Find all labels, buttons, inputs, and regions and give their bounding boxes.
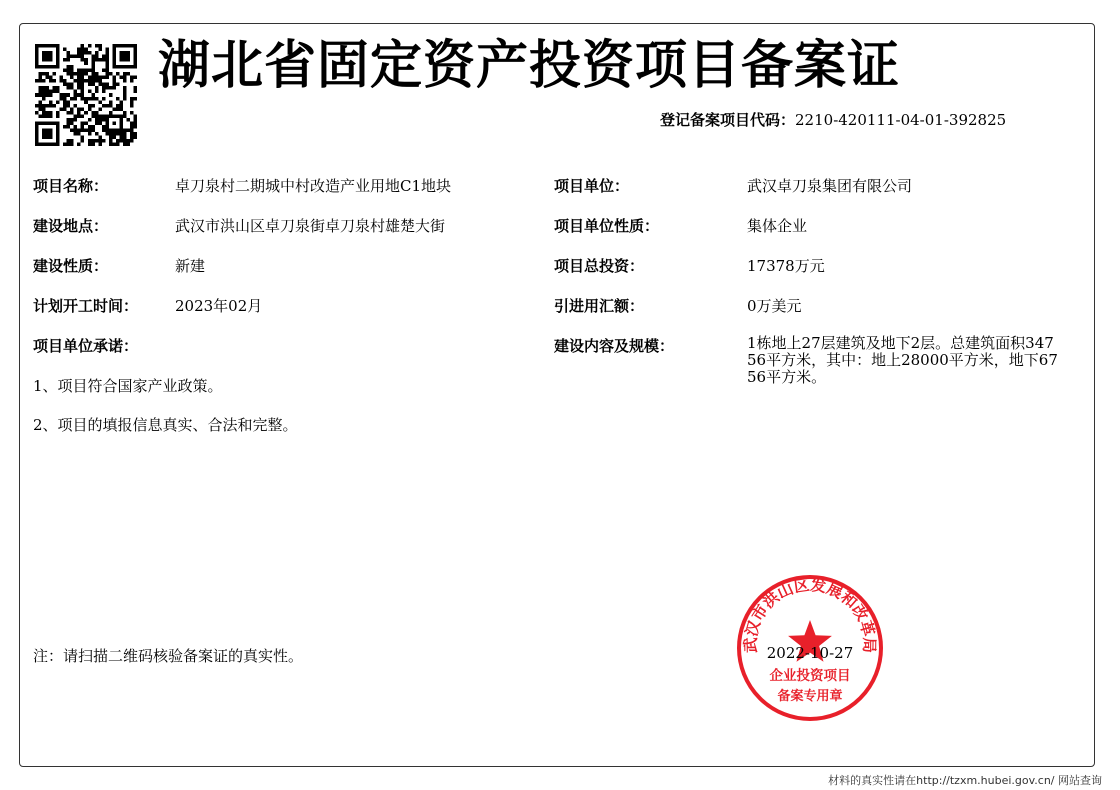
location-value: 武汉市洪山区卓刀泉街卓刀泉村雄楚大街 — [175, 217, 446, 235]
unit-nature-value: 集体企业 — [747, 217, 808, 235]
footer-verify-link[interactable]: 材料的真实性请在http://tzxm.hubei.gov.cn/ 网站查询 — [828, 774, 1102, 787]
location-label: 建设地点： — [33, 217, 109, 235]
project-name-label: 项目名称： — [33, 177, 109, 195]
verify-note: 注：请扫描二维码核验备案证的真实性。 — [33, 647, 304, 665]
nature-label: 建设性质： — [33, 257, 109, 275]
unit-nature-label: 项目单位性质： — [554, 217, 660, 235]
project-name-value: 卓刀泉村二期城中村改造产业用地C1地块 — [175, 177, 452, 195]
investment-value: 17378万元 — [747, 257, 825, 275]
seal-line-1: 企业投资项目 — [769, 668, 851, 684]
seal-line-2: 备案专用章 — [777, 689, 843, 704]
project-code-label: 登记备案项目代码： — [660, 111, 796, 129]
promise-item-1: 1、项目符合国家产业政策。 — [33, 377, 223, 395]
start-date-value: 2023年02月 — [175, 297, 263, 315]
official-seal — [735, 573, 885, 723]
start-date-label: 计划开工时间： — [33, 297, 139, 315]
project-code — [660, 109, 1006, 130]
qr-code-icon — [35, 44, 137, 146]
page-title: 湖北省固定资产投资项目备案证 — [158, 36, 901, 96]
investment-label: 项目总投资： — [554, 257, 645, 275]
promise-label: 项目单位承诺： — [33, 337, 139, 355]
foreign-exchange-value: 0万美元 — [747, 297, 802, 315]
unit-label: 项目单位： — [554, 177, 630, 195]
project-code-value: 2210-420111-04-01-392825 — [795, 111, 1007, 129]
nature-value: 新建 — [175, 257, 206, 275]
scale-label: 建设内容及规模： — [554, 337, 675, 355]
seal-arc-text: 武汉市洪山区发展和改革局 — [741, 575, 879, 654]
foreign-exchange-label: 引进用汇额： — [554, 297, 645, 315]
scale-value: 1栋地上27层建筑及地下2层。总建筑面积34756平方米，其中：地上28000平方米，地下6756平方米。 — [747, 334, 1058, 386]
promise-item-2: 2、项目的填报信息真实、合法和完整。 — [33, 416, 298, 434]
unit-value: 武汉卓刀泉集团有限公司 — [747, 177, 913, 195]
seal-date: 2022-10-27 — [766, 644, 854, 662]
